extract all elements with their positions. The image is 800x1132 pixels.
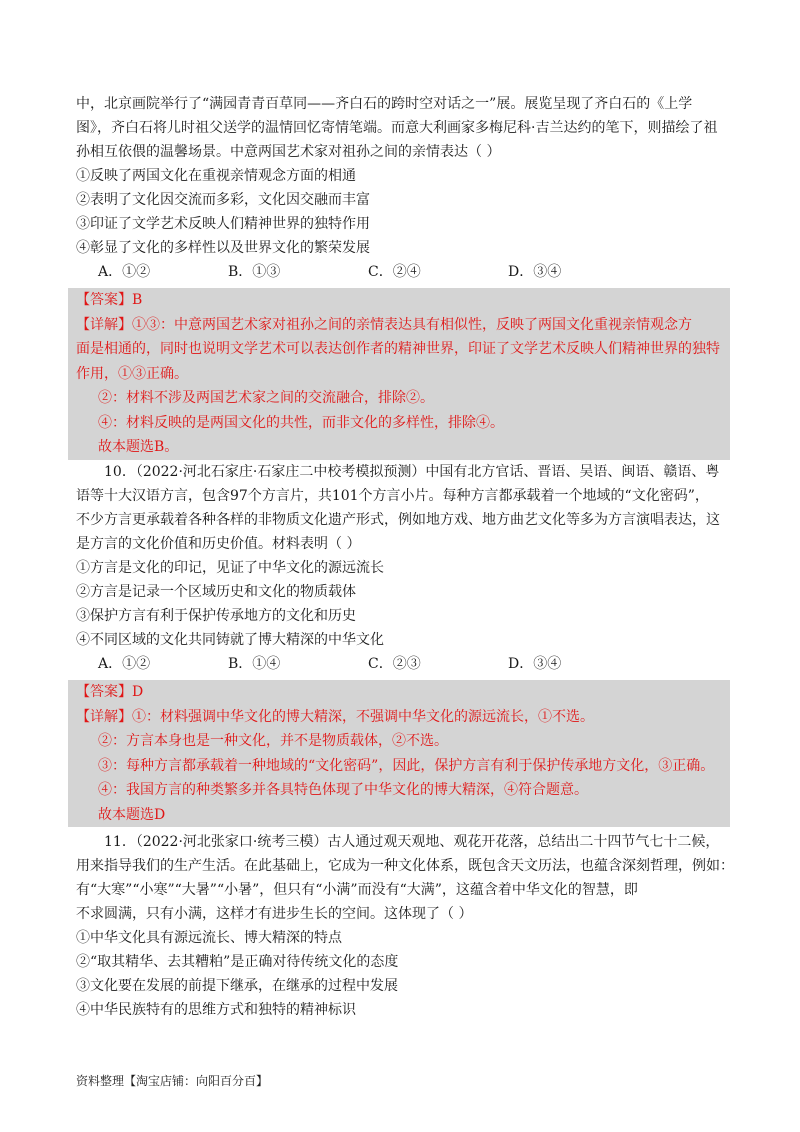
explain-line: ④：材料反映的是两国文化的共性，而非文化的多样性，排除④。 (98, 414, 504, 431)
explain-line: ②：方言本身也是一种文化，并不是物质载体，②不选。 (98, 733, 448, 749)
q10-item: ③保护方言有利于保护传承地方的文化和历史 (76, 608, 356, 624)
q10-option-a: A．①② (98, 656, 151, 672)
explain-line: ②：材料不涉及两国艺术家之间的交流融合，排除②。 (98, 390, 434, 406)
q9-item: ①反映了两国文化在重视亲情观念方面的相通 (76, 168, 356, 184)
q9-option-b: B．①③ (228, 264, 281, 280)
q10-item: ②方言是记录一个区域历史和文化的物质载体 (76, 584, 356, 600)
q9-answer-box (68, 288, 730, 460)
q9-stem-line: 孙相互依偎的温馨场景。中意两国艺术家对祖孙之间的亲情表达（ ） (76, 144, 501, 160)
q9-item: ③印证了文学艺术反映人们精神世界的独特作用 (76, 216, 370, 232)
explain-line: 【详解】①：材料强调中华文化的博大精深，不强调中华文化的源远流长，①不选。 (76, 708, 594, 725)
answer-label: 【答案】B (76, 292, 143, 308)
q11-item: ④中华民族特有的思维方式和独特的精神标识 (76, 1002, 356, 1018)
explain-line: ④：我国方言的种类繁多并各具特色体现了中华文化的博大精深，④符合题意。 (98, 782, 588, 798)
q11-stem-line: 有“大寒”“小寒”“大暑”“小暑”，但只有“小满”而没有“大满”，这蕴含着中华文化的智慧，即 (76, 882, 638, 898)
q11-item: ③文化要在发展的前提下继承，在继承的过程中发展 (76, 978, 398, 994)
question-11 (76, 830, 734, 1022)
q9-item: ②表明了文化因交流而多彩，文化因交融而丰富 (76, 192, 370, 208)
question-9 (76, 92, 730, 284)
q10-option-d: D．③④ (508, 656, 562, 672)
q10-stem-line: 语等十大汉语方言，包含97个方言片，共101个方言小片。每种方言都承载着一个地域的“文化密码”， (76, 488, 709, 504)
q10-item: ④不同区域的文化共同铸就了博大精深的中华文化 (76, 632, 384, 648)
q10-item: ①方言是文化的印记，见证了中华文化的源远流长 (76, 560, 384, 576)
q9-stem-line: 图》，齐白石将儿时祖父送学的温情回忆寄情笔端。而意大利画家多梅尼科·吉兰达约的笔下，则描绘了祖 (76, 120, 718, 136)
q9-option-d: D．③④ (508, 264, 562, 280)
answer-label: 【答案】D (76, 684, 144, 700)
q9-option-a: A．①② (98, 264, 151, 280)
explain-line: 作用，①③正确。 (76, 365, 188, 382)
explain-line: 故本题选D (98, 806, 166, 823)
q11-item: ②“取其精华、去其糟粕”是正确对待传统文化的态度 (76, 954, 399, 970)
q10-stem-line: 不少方言更承载着各种各样的非物质文化遗产形式，例如地方戏、地方曲艺文化等多为方言演唱表达，这 (76, 512, 720, 528)
q10-options (76, 652, 730, 676)
q10-option-c: C．②③ (368, 656, 421, 672)
explain-line: 故本题选B。 (98, 439, 179, 455)
q10-stem-line: 10．（2022·河北石家庄·石家庄二中校考模拟预测）中国有北方官话、晋语、吴语、闽语、赣语、粤 (104, 464, 720, 480)
q11-item: ①中华文化具有源远流长、博大精深的特点 (76, 930, 342, 946)
q11-stem-line: 11．（2022·河北张家口·统考三模）古人通过观天观地、观花开花落，总结出二十四节气七十二候， (104, 834, 720, 850)
q10-answer-box (68, 680, 730, 827)
explain-line: ③：每种方言都承载着一种地域的“文化密码”，因此，保护方言有利于保护传承地方文化，③正确。 (98, 757, 715, 774)
q9-option-c: C．②④ (368, 264, 421, 280)
question-10 (76, 460, 730, 676)
q11-stem-line: 用来指导我们的生产生活。在此基础上，它成为一种文化体系，既包含天文历法，也蕴含深刻哲理，例如： (76, 858, 734, 874)
q9-options (76, 260, 730, 284)
q10-option-b: B．①④ (228, 656, 281, 672)
page-footer: 资料整理【淘宝店铺：向阳百分百】 (76, 1074, 269, 1088)
q11-stem-line: 不求圆满，只有小满，这样才有进步生长的空间。这体现了（ ） (76, 906, 473, 922)
explain-line: 【详解】①③：中意两国艺术家对祖孙之间的亲情表达具有相似性，反映了两国文化重视亲情观念方 (76, 316, 692, 333)
q9-item: ④彰显了文化的多样性以及世界文化的繁荣发展 (76, 240, 370, 256)
q10-stem-line: 是方言的文化价值和历史价值。材料表明（ ） (76, 536, 361, 552)
q9-stem-line: 中，北京画院举行了“满园青青百草同——齐白石的跨时空对话之一”展。展览呈现了齐白石的《上学 (76, 96, 693, 112)
explain-line: 面是相通的，同时也说明文学艺术可以表达创作者的精神世界，印证了文学艺术反映人们精神世界的独特 (76, 341, 720, 357)
